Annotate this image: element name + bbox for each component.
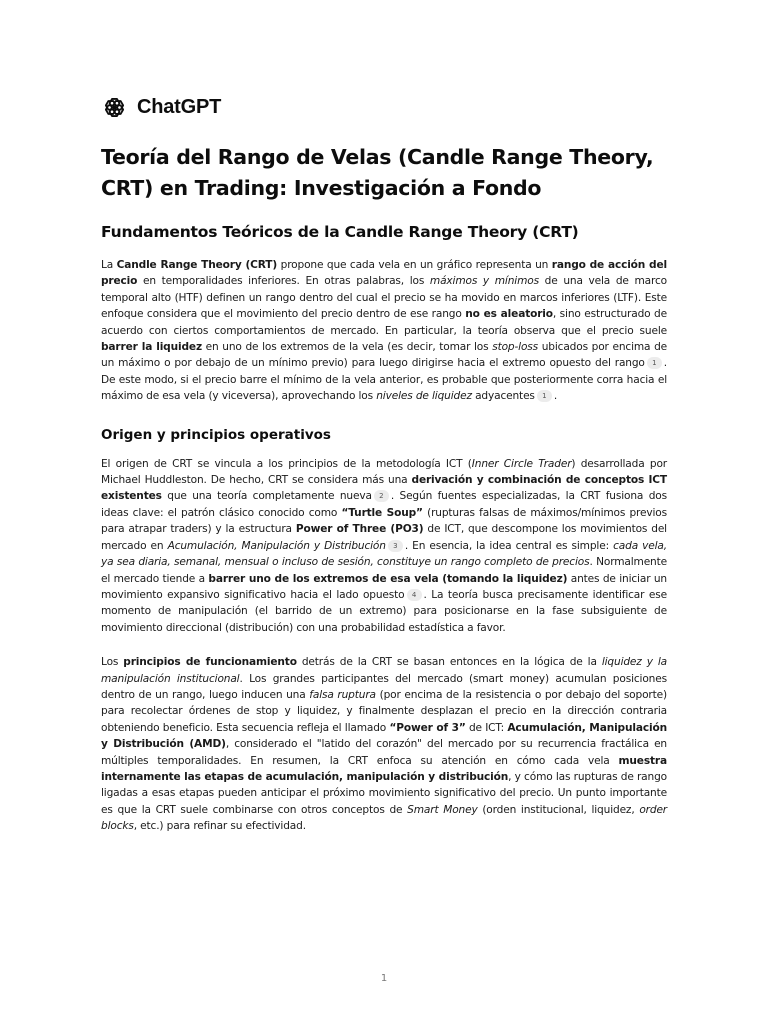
brand-name: ChatGPT — [137, 95, 222, 118]
citation-badge[interactable]: 2 — [374, 490, 389, 502]
paragraph-principios: Los principios de funcionamiento detrás de la CRT se basan entonces en la lógica de la liquidez y la manipulación institucional. Los grandes participantes del mercado (smart money) acumulan posiciones dentro de un rango, luego inducen una falsa ruptura (por encima de la resistencia o por debajo del soporte) para recolectar órdenes de stop y liquidez, y finalmente desplazan el precio en la dirección contraria obteniendo beneficio. Esta secuencia refleja el llamado “Power of 3” de ICT: Acumulación, Manipulación y Distribución (AMD), considerado el "latido del corazón" del mercado por su recurrencia fractálica en múltiples temporalidades. En resumen, la CRT enfoca su atención en cómo cada vela muestra internamente las etapas de acumulación, manipulación y distribución, y cómo las rupturas de rango ligadas a esas etapas pueden anticipar el próximo movimiento significativo del precio. Un punto importante es que la CRT suele combinarse con otros conceptos de Smart Money (orden institucional, liquidez, order blocks, etc.) para refinar su efectividad. — [101, 656, 668, 833]
openai-logo-icon — [101, 94, 128, 121]
document-title: Teoría del Rango de Velas (Candle Range Theory, CRT) en Trading: Investigación a Fondo — [101, 145, 654, 200]
page-number: 1 — [380, 973, 388, 984]
citation-badge[interactable]: 1 — [537, 390, 552, 402]
brand-header — [101, 92, 667, 122]
paragraph-fundamentos: La Candle Range Theory (CRT) propone que cada vela en un gráfico representa un rango de acción del precio en temporalidades inferiores. En otras palabras, los máximos y mínimos de una vela de marco temporal alto (HTF) definen un rango dentro del cual el precio se ha movido en marcos inferiores (LTF). Este enfoque considera que el movimiento del precio dentro de ese rango no es aleatorio, sino estructurado de acuerdo con ciertos comportamientos de mercado. En particular, la teoría observa que el precio suele barrer la liquidez en uno de los extremos de la vela (es decir, tomar los stop-loss ubicados por encima de un máximo o por debajo de un mínimo previo) para luego dirigirse hacia el extremo opuesto del rango 1 . De este modo, si el precio barre el mínimo de la vela anterior, es probable que posteriormente corra hacia el máximo de esa vela (y viceversa), aprovechando los niveles de liquidez adyacentes 1 . — [101, 259, 668, 403]
citation-badge[interactable]: 3 — [388, 540, 403, 552]
section-heading-origen: Origen y principios operativos — [101, 426, 331, 443]
document-page — [101, 92, 667, 835]
paragraph-origen: El origen de CRT se vincula a los principios de la metodología ICT (Inner Circle Trader) desarrollada por Michael Huddleston. De hecho, CRT se considera más una derivación y combinación de conceptos ICT existentes que una teoría completamente nueva 2 . Según fuentes especializadas, la CRT fusiona dos ideas clave: el patrón clásico conocido como “Turtle Soup” (rupturas falsas de máximos/mínimos previos para atrapar traders) y la estructura Power of Three (PO3) de ICT, que descompone los movimientos del mercado en Acumulación, Manipulación y Distribución 3 . En esencia, la idea central es simple: cada vela, ya sea diaria, semanal, mensual o incluso de sesión, constituye un rango completo de precios. Normalmente el mercado tiende a barrer uno de los extremos de esa vela (tomando la liquidez) antes de iniciar un movimiento expansivo significativo hacia el lado opuesto 4 . La teoría busca precisamente identificar ese momento de manipulación (el barrido de un extremo) para posicionarse en la fase subsiguiente de movimiento direccional (distribución) con una probabilidad estadística a favor. — [101, 457, 667, 634]
citation-badge[interactable]: 1 — [647, 357, 662, 369]
section-heading-fundamentos: Fundamentos Teóricos de la Candle Range Theory (CRT) — [101, 223, 579, 241]
citation-badge[interactable]: 4 — [407, 589, 422, 601]
